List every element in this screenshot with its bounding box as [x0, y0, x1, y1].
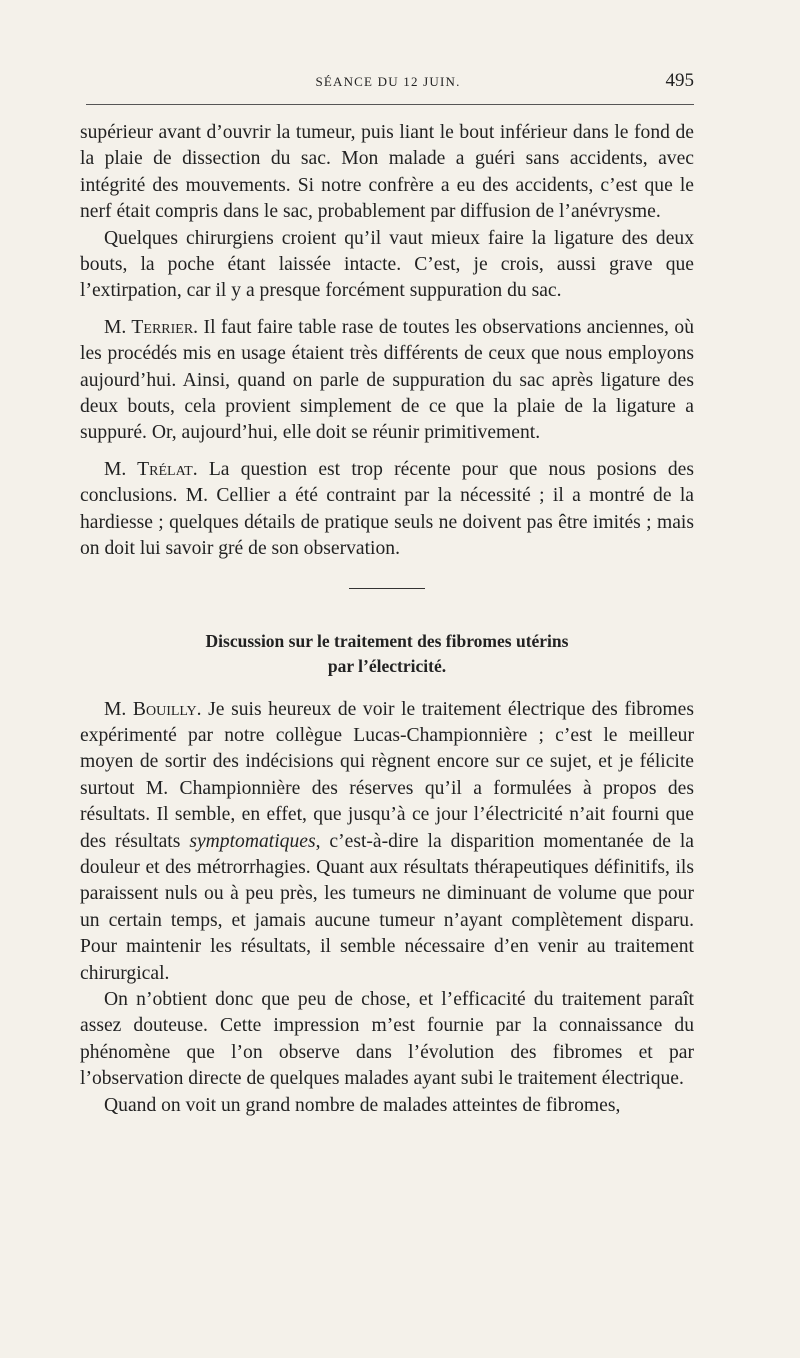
paragraph-trelat [80, 457, 694, 563]
speaker-name: M. Bouilly. [104, 698, 202, 720]
paragraph-continuation: supérieur avant d’ouvrir la tumeur, puis liant le bout inférieur dans le fond de la plaie de dissection du sac. Mon malade a guéri sans accidents, avec intégrité des mouvements. Si notre confrère a eu des accidents, c’est que le nerf était compris dans le sac, probablement par diffusion de l’anévrysme. [80, 122, 694, 223]
italic-term: symptomatiques [189, 830, 316, 852]
page-header [80, 70, 696, 98]
paragraph-bouilly [80, 697, 694, 987]
section-heading-line-1: Discussion sur le traitement des fibromes utérins [205, 630, 569, 651]
paragraph-text: , c’est-à-dire la disparition momentanée de la douleur et des métrorrhagies. Quant aux résultats thérapeutiques définitifs, ils paraissent nuls ou à peu près, les tumeurs ne diminuant de volume que pour un certain temps, et jamais aucune tumeur n’ayant complètement disparu. Pour maintenir les résultats, il semble nécessaire d’en venir au traitement chirurgical. [80, 830, 695, 984]
page-body [80, 120, 694, 1119]
speaker-name: M. Terrier. [104, 316, 199, 338]
paragraph: Quand on voit un grand nombre de malades atteintes de fibromes, [104, 1094, 621, 1116]
section-heading-line-2: par l’électricité. [327, 655, 447, 676]
header-rule [86, 104, 694, 105]
section-heading [80, 629, 694, 679]
section-separator [349, 588, 425, 589]
paragraph: On n’obtient donc que peu de chose, et l’efficacité du traitement paraît assez douteuse. Cette impression m’est fournie par la connaissance du phénomène que l’on observe dans l’évolution des fibromes et par l’observation directe de quelques malades ayant subi le traitement électrique. [80, 988, 694, 1090]
paragraph-text: Il faut faire table rase de toutes les observations anciennes, où les procédés mis en usage étaient très différents de ceux que nous employons aujourd’hui. Ainsi, quand on parle de suppuration du sac après ligature des deux bouts, cela provient simplement de ce que la plaie de la ligature a suppuré. Or, aujourd’hui, elle doit se réunir primitivement. [80, 316, 695, 444]
page-number: 495 [665, 70, 694, 91]
paragraph: Quelques chirurgiens croient qu’il vaut mieux faire la ligature des deux bouts, la poche étant laissée intacte. C’est, je crois, aussi grave que l’extirpation, car il y a presque forcément suppuration du sac. [80, 227, 694, 302]
speaker-name: M. Trélat. [104, 458, 198, 480]
paragraph-text: Je suis heureux de voir le traitement électrique des fibromes expérimenté par notre collègue Lucas-Championnière ; c’est le meilleur moyen de sortir des indécisions qui règnent encore sur ce sujet, et je félicite surtout M. Championnière des réserves qu’il a formulées à propos des résultats. Il semble, en effet, que jusqu’à ce jour l’électricité n’ait fourni que des résultats [80, 698, 694, 852]
paragraph-terrier [80, 315, 694, 447]
running-title: SÉANCE DU 12 JUIN. [315, 74, 461, 89]
paragraph-text: La question est trop récente pour que nous posions des conclusions. M. Cellier a été contraint par la nécessité ; il a montré de la hardiesse ; quelques détails de pratique seuls ne doivent pas être imités ; mais on doit lui savoir gré de son observation. [80, 458, 694, 560]
